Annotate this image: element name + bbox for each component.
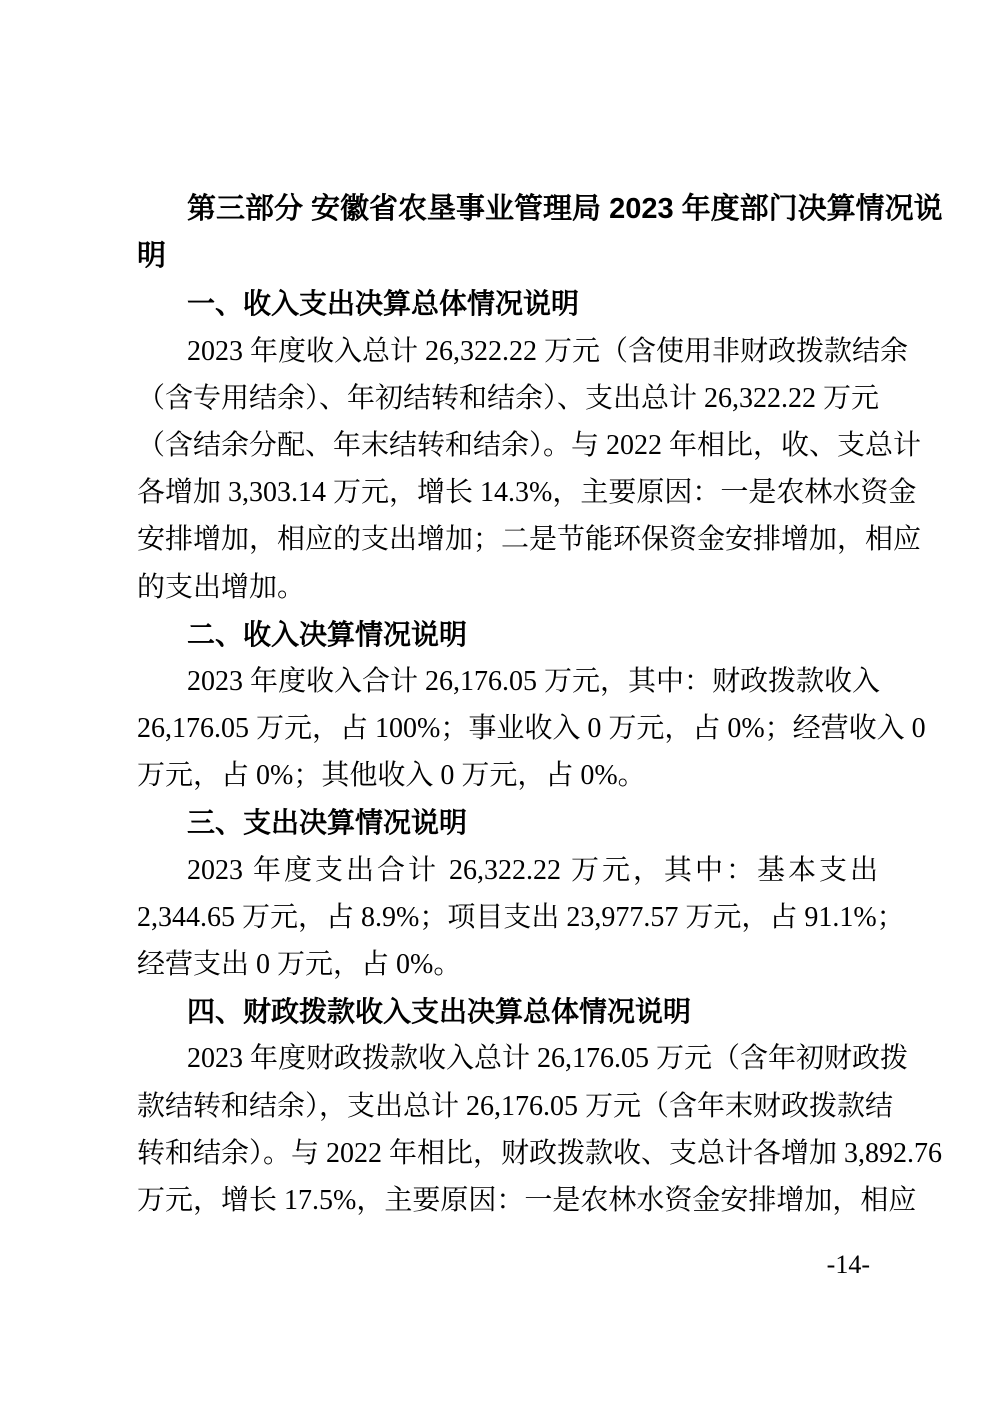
paragraph-line: 的支出增加。 [137, 571, 306, 603]
paragraph-line: （含结余分配、年末结转和结余）。与 2022 年相比，收、支总计 [137, 429, 922, 461]
paragraph-line: 转和结余）。与 2022 年相比，财政拨款收、支总计各增加 3,892.76 [137, 1137, 943, 1169]
paragraph-line: （含专用结余）、年初结转和结余）、支出总计 26,322.22 万元 [137, 382, 880, 414]
paragraph-line: 经营支出 0 万元，占 0%。 [137, 949, 462, 980]
paragraph-line: 2023 年度收入合计 26,176.05 万元，其中：财政拨款收入 [187, 665, 881, 697]
page-number: -14- [826, 1250, 870, 1279]
document-title-line: 第三部分 安徽省农垦事业管理局 2023 年度部门决算情况说 [187, 193, 943, 225]
paragraph-line: 安排增加，相应的支出增加；二是节能环保资金安排增加，相应 [137, 524, 922, 556]
paragraph-line: 2,344.65 万元，占 8.9%；项目支出 23,977.57 万元，占 91.1%； [137, 901, 905, 933]
paragraph-line: 万元，占 0%；其他收入 0 万元，占 0%。 [137, 760, 646, 792]
document-title-line: 明 [137, 240, 167, 273]
paragraph-line: 2023 年度收入总计 26,322.22 万元（含使用非财政拨款结余 [187, 335, 909, 367]
section-heading: 一、收入支出决算总体情况说明 [187, 288, 580, 320]
document-body [137, 186, 943, 1224]
paragraph-line: 2023 年度支出合计 26,322.22 万元，其中：基本支出 [187, 854, 878, 886]
section-heading: 三、支出决算情况说明 [187, 807, 468, 839]
section-heading: 二、收入决算情况说明 [187, 618, 468, 650]
section-heading: 四、财政拨款收入支出决算总体情况说明 [187, 996, 692, 1028]
paragraph-line: 26,176.05 万元，占 100%；事业收入 0 万元，占 0%；经营收入 0 [137, 713, 926, 745]
paragraph-line: 2023 年度财政拨款收入总计 26,176.05 万元（含年初财政拨 [187, 1043, 909, 1075]
paragraph-line: 各增加 3,303.14 万元，增长 14.3%，主要原因：一是农林水资金 [137, 477, 917, 509]
paragraph-line: 款结转和结余），支出总计 26,176.05 万元（含年末财政拨款结 [137, 1090, 894, 1122]
paragraph-line: 万元，增长 17.5%，主要原因：一是农林水资金安排增加，相应 [137, 1184, 917, 1216]
